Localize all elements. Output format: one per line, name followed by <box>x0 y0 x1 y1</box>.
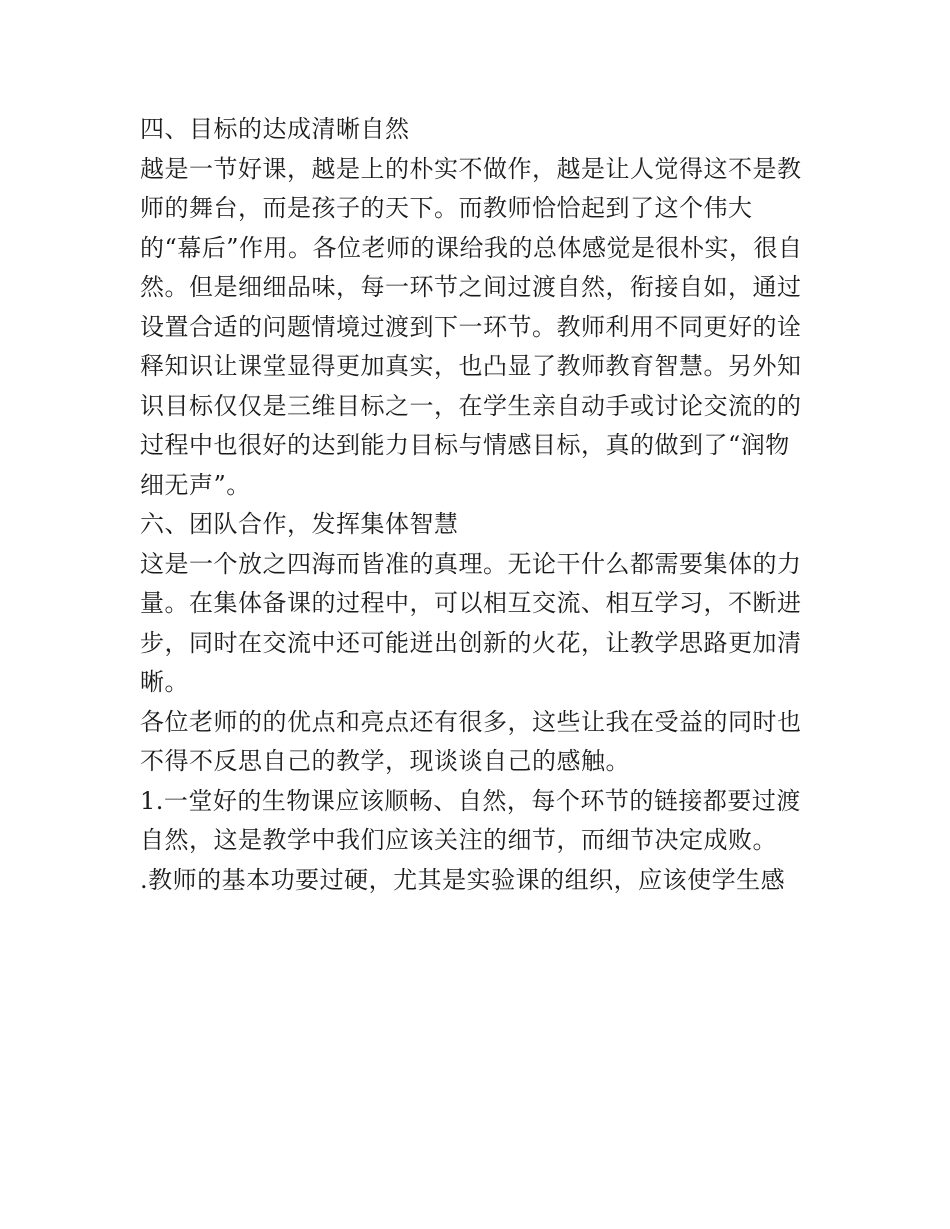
section-heading: 六、团队合作，发挥集体智慧 <box>140 510 459 538</box>
paragraph-line: 步，同时在交流中还可能迸出创新的火花，让教学思路更加清 <box>140 628 802 657</box>
section-heading: 四、目标的达成清晰自然 <box>140 115 410 143</box>
paragraph-line: 细无声”。 <box>140 470 251 499</box>
paragraph-line: 越是一节好课，越是上的朴实不做作，越是让人觉得这不是教 <box>140 154 802 183</box>
paragraph-line: 识目标仅仅是三维目标之一，在学生亲自动手或讨论交流的的 <box>140 391 802 420</box>
paragraph-line: 这是一个放之四海而皆准的真理。无论干什么都需要集体的力 <box>140 549 802 578</box>
document-body <box>140 110 820 900</box>
paragraph-line: 设置合适的问题情境过渡到下一环节。教师利用不同更好的诠 <box>140 312 802 341</box>
paragraph-line: 晰。 <box>140 668 189 696</box>
list-item-line: 1.一堂好的生物课应该顺畅、自然，每个环节的链接都要过渡 <box>140 786 801 815</box>
paragraph-line: 的“幕后”作用。各位老师的课给我的总体感觉是很朴实，很自 <box>140 233 803 262</box>
paragraph-line: 释知识让课堂显得更加真实，也凸显了教师教育智慧。另外知 <box>140 352 802 380</box>
paragraph-line: 不得不反思自己的教学，现谈谈自己的感触。 <box>140 747 630 775</box>
paragraph-line: 师的舞台，而是孩子的天下。而教师恰恰起到了这个伟大 <box>140 194 753 222</box>
paragraph-line: 然。但是细细品味，每一环节之间过渡自然，衔接自如，通过 <box>140 273 802 301</box>
list-item-line: .教师的基本功要过硬，尤其是实验课的组织，应该使学生感 <box>140 865 786 894</box>
paragraph-line: 过程中也很好的达到能力目标与情感目标，真的做到了“润物 <box>140 431 790 459</box>
list-item-line: 自然，这是教学中我们应该关注的细节，而细节决定成败。 <box>140 826 777 854</box>
paragraph-line: 各位老师的的优点和亮点还有很多，这些让我在受益的同时也 <box>140 707 802 736</box>
paragraph-line: 量。在集体备课的过程中，可以相互交流、相互学习，不断进 <box>140 589 802 617</box>
